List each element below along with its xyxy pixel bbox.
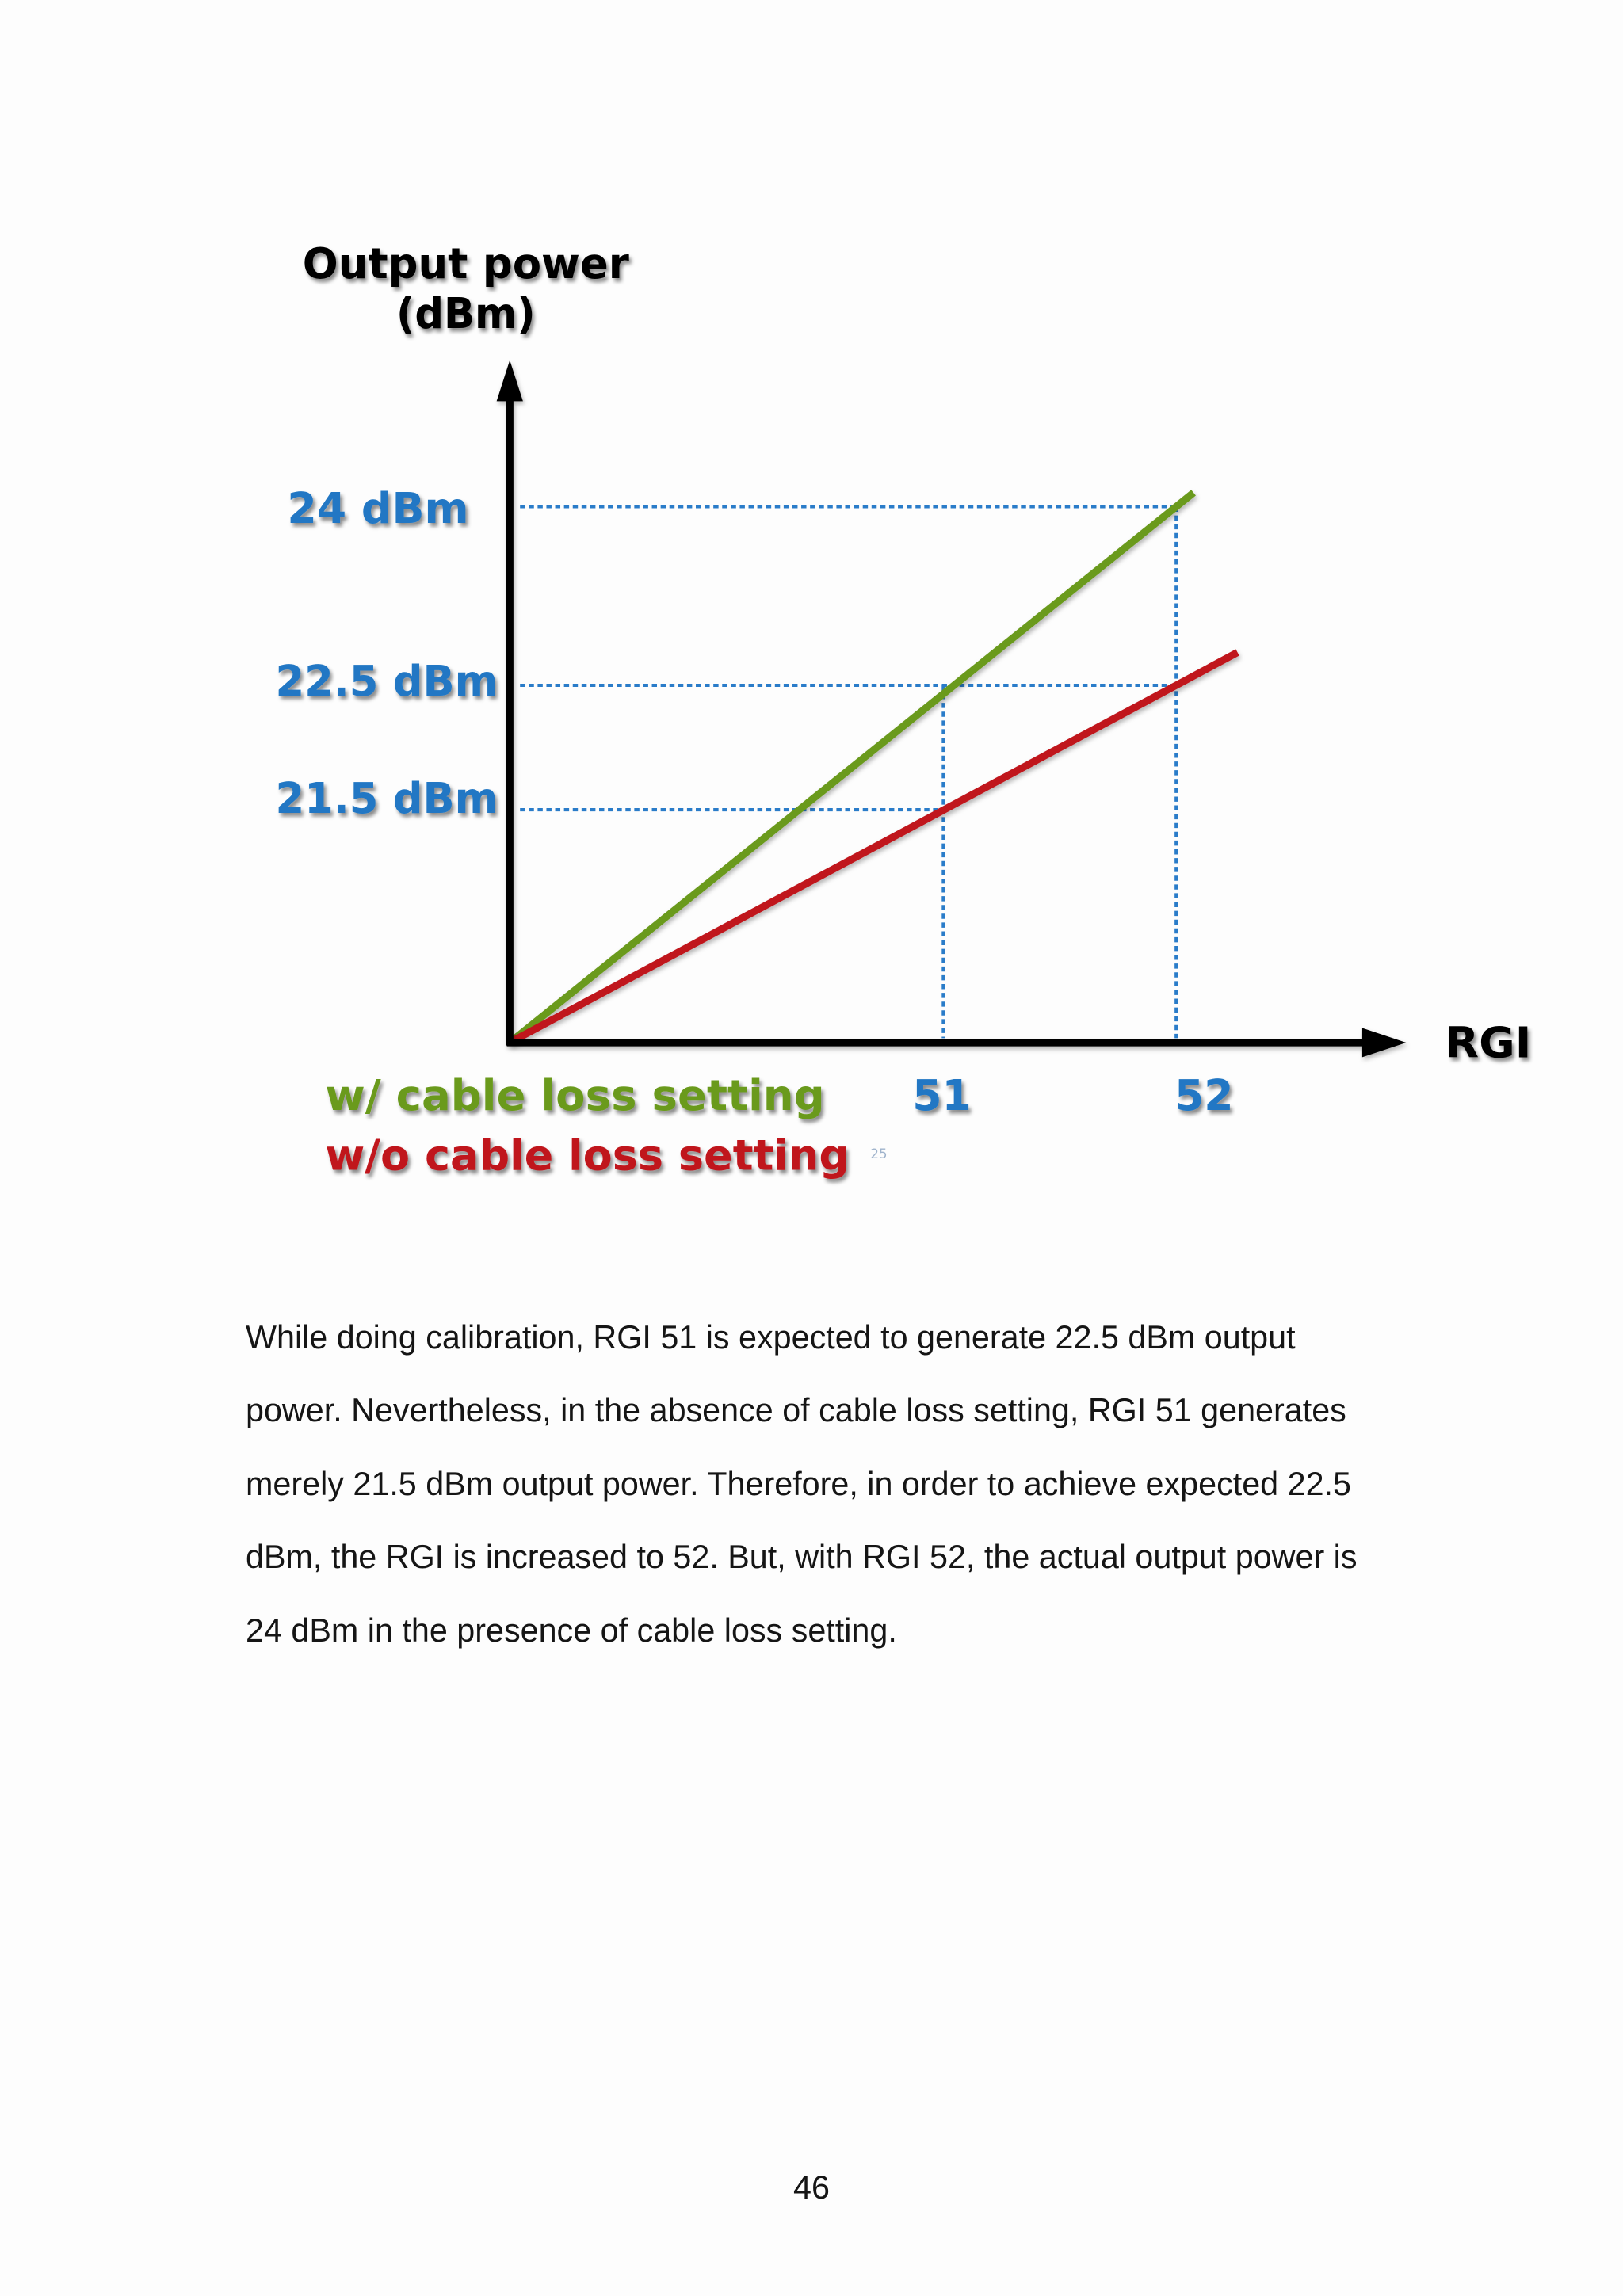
series-line-2 bbox=[510, 652, 1237, 1042]
legend bbox=[325, 1070, 850, 1180]
y-tick-label: 22.5 dBm bbox=[275, 655, 498, 706]
legend-label-2: w/o cable loss setting bbox=[325, 1130, 850, 1180]
y-axis-arrow-icon bbox=[497, 360, 523, 402]
series-lines bbox=[510, 493, 1237, 1043]
legend-label-1: w/ cable loss setting bbox=[325, 1070, 825, 1120]
paragraph-line: 24 dBm in the presence of cable loss setting. bbox=[246, 1611, 897, 1649]
x-axis-arrow-icon bbox=[1362, 1028, 1406, 1057]
paragraph-line: dBm, the RGI is increased to 52. But, with RGI 52, the actual output power is bbox=[246, 1539, 1358, 1576]
x-tick-label: 52 bbox=[1174, 1070, 1234, 1120]
page-number: 46 bbox=[793, 2169, 830, 2206]
axes bbox=[497, 360, 1407, 1058]
paragraph-line: While doing calibration, RGI 51 is expected to generate 22.5 dBm output bbox=[246, 1319, 1296, 1356]
x-axis-title: RGI bbox=[1445, 1017, 1532, 1068]
y-axis-title-line-1: Output power bbox=[302, 238, 630, 289]
y-axis-title-line-2: (dBm) bbox=[396, 288, 536, 339]
paragraph-line: merely 21.5 dBm output power. Therefore, in order to achieve expected 22.5 bbox=[246, 1465, 1351, 1502]
y-tick-label: 24 dBm bbox=[287, 482, 469, 533]
y-tick-label: 21.5 dBm bbox=[275, 772, 498, 823]
body-paragraph bbox=[246, 1301, 1358, 1667]
series-line-1 bbox=[510, 493, 1193, 1043]
axis-titles bbox=[303, 238, 1532, 1067]
slide-number: 25 bbox=[870, 1146, 888, 1161]
x-tick-label: 51 bbox=[912, 1070, 972, 1120]
paragraph-line: power. Nevertheless, in the absence of cable loss setting, RGI 51 generates bbox=[246, 1392, 1346, 1429]
